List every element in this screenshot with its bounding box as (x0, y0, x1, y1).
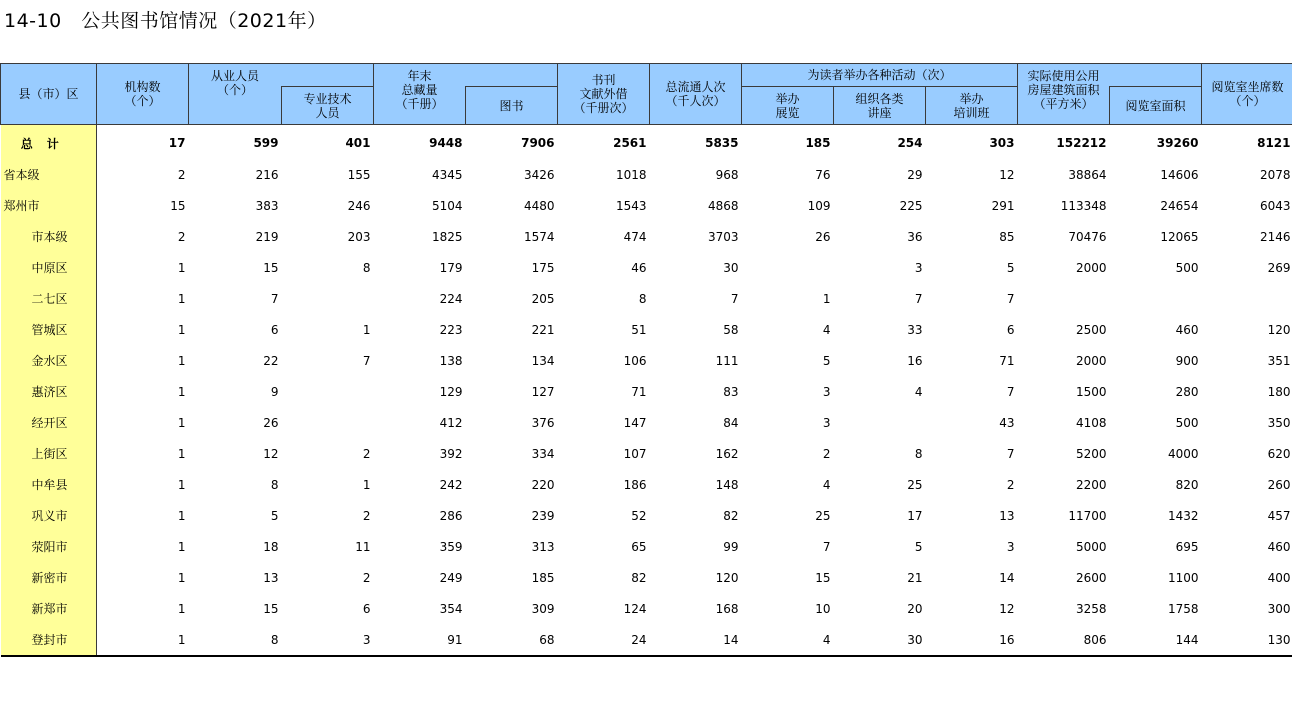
value-cell: 185 (531, 570, 555, 585)
value-cell: 15 (815, 570, 831, 585)
value-cell: 155 (347, 167, 371, 182)
value-cell: 460 (1267, 539, 1291, 554)
value-cell: 6043 (1259, 198, 1291, 213)
region-cell: 登封市 (1, 624, 97, 656)
value-cell: 220 (531, 477, 555, 492)
value-cell: 2000 (1075, 260, 1107, 275)
value-cell: 359 (439, 539, 463, 554)
value-cell: 26 (815, 229, 831, 244)
value-cell: 313 (531, 539, 555, 554)
table-row (1, 159, 1292, 190)
value-cell: 8 (362, 260, 371, 275)
value-cell: 280 (1175, 384, 1199, 399)
value-cell: 148 (715, 477, 739, 492)
value-cell: 1 (177, 539, 186, 554)
region-cell: 管城区 (1, 314, 97, 345)
value-cell: 16 (907, 353, 923, 368)
value-cell (282, 376, 374, 407)
header-tech-staff: 专业技术 人员 (282, 87, 374, 125)
value-cell: 68 (466, 624, 558, 656)
header-collection: 年末 总藏量 （千册） (374, 64, 466, 125)
value-cell: 168 (715, 601, 739, 616)
value-cell: 1758 (1167, 601, 1199, 616)
value-cell: 8 (638, 291, 647, 306)
value-cell: 4 (822, 477, 831, 492)
header-collection-spacer (466, 64, 558, 87)
value-cell: 7 (1006, 291, 1015, 306)
value-cell: 1574 (523, 229, 555, 244)
value-cell: 249 (439, 570, 463, 585)
header-lectures: 组织各类 讲座 (834, 87, 926, 125)
value-cell: 30 (834, 624, 926, 656)
region-cell: 巩义市 (1, 500, 97, 531)
value-cell: 1 (177, 601, 186, 616)
value-cell: 15 (170, 198, 186, 213)
region-cell: 经开区 (1, 407, 97, 438)
value-cell: 107 (623, 446, 647, 461)
value-cell: 4345 (431, 167, 463, 182)
header-exhibitions: 举办 展览 (742, 87, 834, 125)
value-cell: 12 (263, 446, 279, 461)
value-cell: 4480 (523, 198, 555, 213)
value-cell: 246 (347, 198, 371, 213)
value-cell: 460 (1175, 322, 1199, 337)
table-body (1, 125, 1292, 657)
value-cell: 383 (255, 198, 279, 213)
value-cell: 5 (822, 353, 831, 368)
header-reading-area: 阅览室面积 (1110, 87, 1202, 125)
value-cell: 15 (263, 601, 279, 616)
value-cell: 3 (1006, 539, 1015, 554)
value-cell: 152212 (1056, 136, 1107, 150)
value-cell: 5200 (1075, 446, 1107, 461)
region-cell: 省本级 (1, 159, 97, 190)
value-cell: 7 (1006, 446, 1015, 461)
value-cell: 1543 (615, 198, 647, 213)
value-cell: 3 (282, 624, 374, 656)
value-cell: 76 (815, 167, 831, 182)
value-cell: 130 (1202, 624, 1292, 656)
value-cell: 695 (1175, 539, 1199, 554)
table-row (1, 469, 1292, 500)
header-staff-spacer (282, 64, 374, 87)
region-cell: 二七区 (1, 283, 97, 314)
table-row (1, 314, 1292, 345)
header-seats: 阅览室坐席数 （个） (1202, 64, 1292, 125)
table-row (1, 221, 1292, 252)
value-cell: 4868 (707, 198, 739, 213)
value-cell: 9448 (429, 136, 463, 150)
value-cell: 500 (1175, 415, 1199, 430)
value-cell: 70476 (1068, 229, 1107, 244)
value-cell: 7 (270, 291, 279, 306)
value-cell: 12 (999, 167, 1015, 182)
value-cell: 8 (270, 477, 279, 492)
value-cell: 376 (531, 415, 555, 430)
value-cell: 1 (177, 322, 186, 337)
value-cell: 392 (439, 446, 463, 461)
value-cell: 3 (822, 415, 831, 430)
value-cell: 26 (263, 415, 279, 430)
value-cell: 144 (1110, 624, 1202, 656)
value-cell (1110, 283, 1202, 314)
region-cell: 郑州市 (1, 190, 97, 221)
value-cell: 185 (805, 136, 831, 150)
value-cell: 5104 (431, 198, 463, 213)
value-cell: 99 (723, 539, 739, 554)
value-cell: 82 (631, 570, 647, 585)
value-cell: 18 (263, 539, 279, 554)
value-cell: 820 (1175, 477, 1199, 492)
value-cell: 106 (623, 353, 647, 368)
value-cell (282, 283, 374, 314)
region-cell: 总计 (1, 125, 97, 160)
value-cell: 219 (255, 229, 279, 244)
region-cell: 市本级 (1, 221, 97, 252)
value-cell: 225 (899, 198, 923, 213)
value-cell: 1 (177, 446, 186, 461)
value-cell: 65 (631, 539, 647, 554)
value-cell: 134 (531, 353, 555, 368)
value-cell: 24654 (1160, 198, 1199, 213)
value-cell: 3 (914, 260, 923, 275)
value-cell: 109 (807, 198, 831, 213)
value-cell: 900 (1175, 353, 1199, 368)
value-cell: 91 (374, 624, 466, 656)
value-cell: 85 (999, 229, 1015, 244)
value-cell: 1 (177, 384, 186, 399)
table-row (1, 190, 1292, 221)
value-cell: 4 (914, 384, 923, 399)
header-building-spacer (1110, 64, 1202, 87)
value-cell: 242 (439, 477, 463, 492)
region-cell: 中牟县 (1, 469, 97, 500)
value-cell: 474 (623, 229, 647, 244)
table-row (1, 345, 1292, 376)
region-cell: 中原区 (1, 252, 97, 283)
value-cell: 14606 (1160, 167, 1199, 182)
value-cell: 254 (897, 136, 923, 150)
value-cell: 223 (439, 322, 463, 337)
region-cell: 新密市 (1, 562, 97, 593)
value-cell: 620 (1267, 446, 1291, 461)
value-cell: 400 (1267, 570, 1291, 585)
value-cell: 2 (362, 570, 371, 585)
value-cell: 5 (1006, 260, 1015, 275)
value-cell: 1 (177, 570, 186, 585)
table-row (1, 125, 1292, 160)
value-cell: 13 (999, 508, 1015, 523)
value-cell: 224 (439, 291, 463, 306)
value-cell: 457 (1267, 508, 1291, 523)
table-row (1, 500, 1292, 531)
value-cell: 7 (822, 539, 831, 554)
library-stats-table (0, 63, 1292, 657)
region-cell: 上街区 (1, 438, 97, 469)
value-cell: 1 (97, 624, 189, 656)
region-cell: 荥阳市 (1, 531, 97, 562)
value-cell: 15 (263, 260, 279, 275)
header-visits: 总流通人次 （千人次） (650, 64, 742, 125)
value-cell: 2146 (1259, 229, 1291, 244)
value-cell: 52 (631, 508, 647, 523)
value-cell: 33 (907, 322, 923, 337)
value-cell: 300 (1267, 601, 1291, 616)
value-cell: 1825 (431, 229, 463, 244)
value-cell: 4108 (1075, 415, 1107, 430)
value-cell: 22 (263, 353, 279, 368)
value-cell: 2000 (1075, 353, 1107, 368)
value-cell: 127 (531, 384, 555, 399)
value-cell: 147 (623, 415, 647, 430)
value-cell: 71 (631, 384, 647, 399)
table-row (1, 283, 1292, 314)
value-cell: 7 (914, 291, 923, 306)
value-cell (1202, 283, 1292, 314)
value-cell: 8 (914, 446, 923, 461)
value-cell (282, 407, 374, 438)
table-row (1, 376, 1292, 407)
value-cell: 58 (723, 322, 739, 337)
value-cell: 29 (907, 167, 923, 182)
value-cell: 1100 (1167, 570, 1199, 585)
header-activities: 为读者举办各种活动（次） (742, 64, 1018, 87)
value-cell: 82 (723, 508, 739, 523)
value-cell: 14 (999, 570, 1015, 585)
value-cell: 2 (177, 167, 186, 182)
header-region: 县（市）区 (1, 64, 97, 125)
table-row (1, 593, 1292, 624)
value-cell: 124 (623, 601, 647, 616)
value-cell: 13 (263, 570, 279, 585)
value-cell: 138 (439, 353, 463, 368)
value-cell: 12 (999, 601, 1015, 616)
value-cell: 2078 (1259, 167, 1291, 182)
value-cell: 25 (815, 508, 831, 523)
value-cell: 1 (822, 291, 831, 306)
value-cell: 5000 (1075, 539, 1107, 554)
value-cell: 21 (907, 570, 923, 585)
value-cell (834, 407, 926, 438)
table-row (1, 562, 1292, 593)
value-cell: 5 (914, 539, 923, 554)
value-cell: 24 (558, 624, 650, 656)
value-cell: 1018 (615, 167, 647, 182)
value-cell: 500 (1175, 260, 1199, 275)
value-cell: 1500 (1075, 384, 1107, 399)
value-cell: 1 (177, 415, 186, 430)
value-cell: 17 (168, 136, 186, 150)
value-cell: 412 (439, 415, 463, 430)
value-cell: 354 (439, 601, 463, 616)
value-cell: 216 (255, 167, 279, 182)
value-cell: 38864 (1068, 167, 1107, 182)
region-cell: 新郑市 (1, 593, 97, 624)
value-cell: 7906 (521, 136, 555, 150)
value-cell: 30 (723, 260, 739, 275)
value-cell: 120 (715, 570, 739, 585)
value-cell: 5835 (705, 136, 739, 150)
value-cell: 71 (999, 353, 1015, 368)
value-cell: 4000 (1167, 446, 1199, 461)
value-cell: 3 (822, 384, 831, 399)
value-cell: 6 (362, 601, 371, 616)
header-books: 图书 (466, 87, 558, 125)
value-cell: 309 (531, 601, 555, 616)
header-staff: 从业人员 （个） (189, 64, 282, 125)
region-cell: 惠济区 (1, 376, 97, 407)
value-cell: 8121 (1257, 136, 1291, 150)
value-cell: 14 (650, 624, 742, 656)
value-cell: 7 (730, 291, 739, 306)
value-cell: 7 (1006, 384, 1015, 399)
value-cell: 83 (723, 384, 739, 399)
value-cell: 350 (1267, 415, 1291, 430)
value-cell: 5 (270, 508, 279, 523)
value-cell: 351 (1267, 353, 1291, 368)
value-cell: 1432 (1167, 508, 1199, 523)
table-header (1, 64, 1292, 125)
table-row (1, 624, 1292, 656)
value-cell: 599 (253, 136, 279, 150)
value-cell: 1 (177, 353, 186, 368)
value-cell: 291 (991, 198, 1015, 213)
page-title: 14-10 公共图书馆情况（2021年） (4, 10, 327, 32)
header-building-area: 实际使用公用 房屋建筑面积 （平方米） (1018, 64, 1110, 125)
value-cell: 16 (926, 624, 1018, 656)
value-cell: 401 (345, 136, 371, 150)
value-cell: 4 (742, 624, 834, 656)
value-cell: 286 (439, 508, 463, 523)
value-cell: 968 (715, 167, 739, 182)
value-cell: 162 (715, 446, 739, 461)
value-cell: 10 (815, 601, 831, 616)
value-cell: 11700 (1068, 508, 1107, 523)
value-cell: 51 (631, 322, 647, 337)
table-row (1, 531, 1292, 562)
table-row (1, 438, 1292, 469)
value-cell: 806 (1018, 624, 1110, 656)
value-cell (1018, 283, 1110, 314)
value-cell: 39260 (1156, 136, 1199, 150)
value-cell: 11 (355, 539, 371, 554)
value-cell: 303 (989, 136, 1015, 150)
value-cell (742, 252, 834, 283)
value-cell: 84 (723, 415, 739, 430)
value-cell: 179 (439, 260, 463, 275)
value-cell: 1 (177, 260, 186, 275)
value-cell: 46 (631, 260, 647, 275)
value-cell: 2 (177, 229, 186, 244)
value-cell: 221 (531, 322, 555, 337)
value-cell: 129 (439, 384, 463, 399)
value-cell: 25 (907, 477, 923, 492)
value-cell: 1 (177, 508, 186, 523)
value-cell: 4 (822, 322, 831, 337)
header-lending: 书刊 文献外借 （千册次） (558, 64, 650, 125)
value-cell: 203 (347, 229, 371, 244)
value-cell: 2 (362, 508, 371, 523)
value-cell: 7 (362, 353, 371, 368)
value-cell: 239 (531, 508, 555, 523)
value-cell: 8 (189, 624, 282, 656)
value-cell: 43 (999, 415, 1015, 430)
value-cell: 6 (270, 322, 279, 337)
value-cell: 1 (177, 291, 186, 306)
value-cell: 12065 (1160, 229, 1199, 244)
value-cell: 1 (177, 477, 186, 492)
table-row (1, 252, 1292, 283)
value-cell: 2600 (1075, 570, 1107, 585)
region-cell: 金水区 (1, 345, 97, 376)
value-cell: 120 (1267, 322, 1291, 337)
value-cell: 3703 (707, 229, 739, 244)
value-cell: 2561 (613, 136, 647, 150)
value-cell: 36 (907, 229, 923, 244)
value-cell: 1 (362, 477, 371, 492)
value-cell: 20 (907, 601, 923, 616)
value-cell: 175 (531, 260, 555, 275)
value-cell: 2 (822, 446, 831, 461)
value-cell: 111 (715, 353, 739, 368)
value-cell: 260 (1267, 477, 1291, 492)
value-cell: 9 (270, 384, 279, 399)
value-cell: 334 (531, 446, 555, 461)
value-cell: 3258 (1075, 601, 1107, 616)
value-cell: 17 (907, 508, 923, 523)
value-cell: 2 (362, 446, 371, 461)
value-cell: 186 (623, 477, 647, 492)
value-cell: 2 (1006, 477, 1015, 492)
value-cell: 1 (362, 322, 371, 337)
header-institutions: 机构数 （个） (97, 64, 189, 125)
value-cell: 2200 (1075, 477, 1107, 492)
value-cell: 269 (1267, 260, 1291, 275)
value-cell: 2500 (1075, 322, 1107, 337)
value-cell: 3426 (523, 167, 555, 182)
value-cell: 180 (1267, 384, 1291, 399)
value-cell: 113348 (1060, 198, 1107, 213)
header-training: 举办 培训班 (926, 87, 1018, 125)
table-row (1, 407, 1292, 438)
value-cell: 205 (531, 291, 555, 306)
value-cell: 6 (1006, 322, 1015, 337)
